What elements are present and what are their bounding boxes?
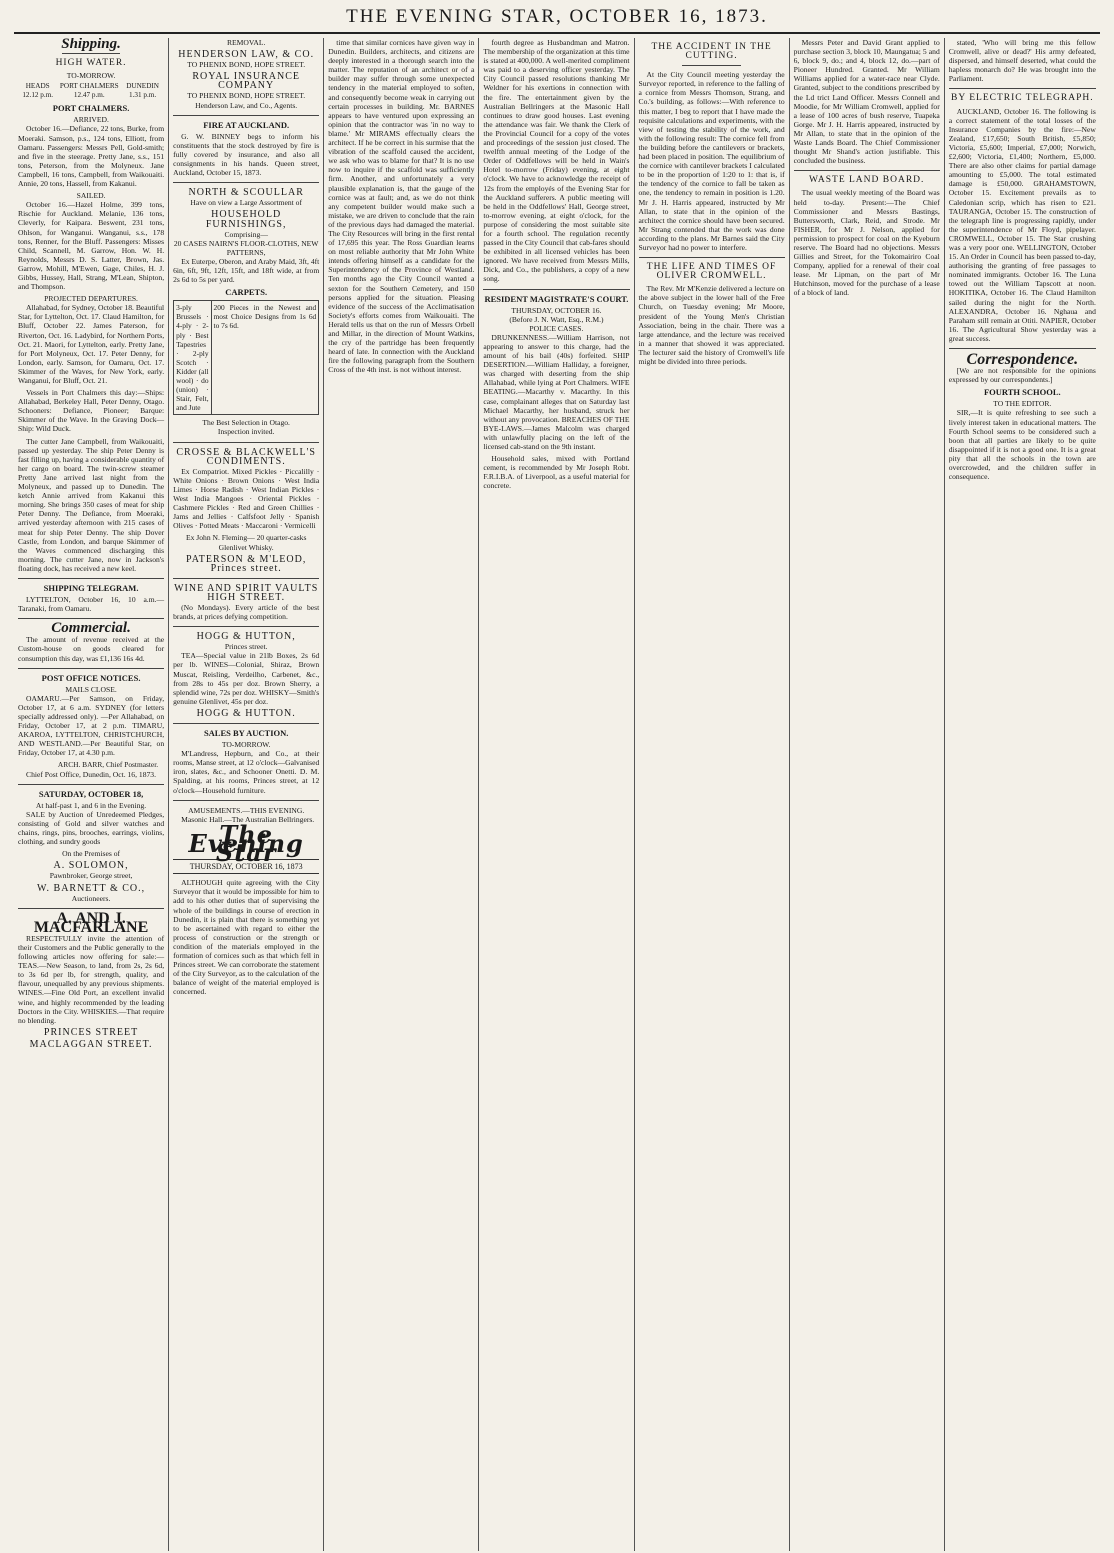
removal: REMOVAL. [226, 38, 266, 47]
correspondence-text: SIR,—It is quite refreshing to see such a lively interest taken in educational matters. The Fourth School seems to be considered such a boon that all parties are likely to be quite disappointed if it is not a good one. It is a great pity that all the schools in the town are overcrowded, and the children suffer in consequence. [948, 408, 1096, 482]
divider [682, 65, 740, 66]
sale-text: SALE by Auction of Unredeemed Pledges, consisting of Gold and silver watches and chains, rings, pins, brooches, earrings, violins, clothing, and sundry goods [18, 809, 165, 847]
crosse-blackwell: CROSSE & BLACKWELL'S CONDIMENTS. [176, 446, 316, 467]
sailed-text: October 16.—Hazel Holme, 399 tons, Rischie for Auckland. Melanie, 136 tons, Cleverly, for Kaipara. Beswent, 231 tons, Ohlson, for Wanganui. Wanganui, s.s., 178 tons, Renner, for the Bluff. Passengers: Misses Child, Scannell, M. Garrow, Hon. W. H. Reynolds, Messrs D. S. Latter, Brown, Jas. Garrow, Mohill, M'Ewen, Gage, Chiles, H. J. Gibbs, Hussey, Hall, Strang, M'Lean, Shipton, and Thompson. [18, 200, 165, 292]
shipping-heading: Shipping. [61, 38, 121, 52]
waste-heading: WASTE LAND BOARD. [808, 175, 925, 186]
divider [173, 182, 319, 183]
column-6 [790, 38, 945, 1551]
tide-chalmers: PORT CHALMERS 12.47 p.m. [59, 82, 119, 100]
tide-table [18, 82, 164, 100]
amusements-text: Masonic Hall.—The Australian Bellringers. [181, 814, 315, 824]
divider [949, 88, 1096, 89]
carpet-right: 200 Pieces in the Newest and most Choice Designs from 1s 6d to 7s 6d. [213, 303, 317, 331]
fire-text: G. W. BINNEY begs to inform his constituents that the stock destroyed by fire is fully covered by insurance, and also all consignments in his hands. Queen street, Auckland, October 15, 1873. [173, 131, 320, 178]
port-heading: PORT CHALMERS. [52, 103, 130, 114]
hogg-sign: HOGG & HUTTON. [196, 707, 296, 719]
inspection: Inspection invited. [217, 427, 275, 437]
divider [483, 289, 629, 290]
telegram-heading: SHIPPING TELEGRAM. [43, 582, 139, 593]
macfarlane-text: RESPECTFULLY invite the attention of their Customers and the Public generally to the following articles now offering for sale:— TEAS.—New Season, to land, from 2s, 2s 6d, to 3s 6d per lb, for strength, quality, and flavour, unequalled by any previous shipments. WINES.—Fine Old Port, an excellent invalid wine, and highly recommended by the leading Doctors in the City. WHISKIES.—That require no blending. [18, 933, 165, 1025]
royal-insurance: ROYAL INSURANCE COMPANY [192, 71, 301, 92]
correspondence-heading: Correspondence. [966, 351, 1079, 368]
ex-ships: Ex Euterpe, Oberon, and Araby Maid, 3ft, 4ft 6in, 6ft, 9ft, 12ft, 15ft, and 18ft wide, at from 2s 6d to 5s per yard. [173, 256, 320, 285]
to-editor: TO THE EDITOR. [993, 399, 1052, 409]
divider [173, 578, 319, 579]
shipping-news: The cutter Jane Campbell, from Waikouaiti, passed up yesterday. The ship Peter Denny is fast filling up, having a considerable quantity of her cargo on board. The twin-screw steamer Pretty Jane arrived last night from the Molyneux, and passed up to Dunedin. The ketch Annie arrived from Kakanui this morning. She brings 350 cases of meat for ship Peter Denny. The Defiance, from Moeraki, arrived yesterday afternoon with 215 cases of meat for ship Peter Denny. The ship Dover Castle, from London, and barque Skimmer of the Waves commenced discharging this morning. The cutter Jane, now in Jackson's floating dock, has received a new keel. [18, 436, 165, 573]
post-date: Chief Post Office, Dunedin, Oct. 16, 1873. [26, 769, 156, 779]
saturday-heading: SATURDAY, OCTOBER 18, [38, 788, 144, 799]
hogg-hutton: HOGG & HUTTON, [196, 631, 296, 643]
masthead: THE EVENING STAR, OCTOBER 16, 1873. [14, 6, 1100, 34]
condiments: Ex Compatriot. Mixed Pickles · Piccalilly · White Onions · Brown Onions · West India Limes · Horse Radish · West Indian Pickles · West India Mangoes · Oriental Pickles · Cashmere Pickles · Red and Green Chillies · Jams and Jellies · Calfsfoot Jelly · Spanish Olives · Potted Meats · Maccaroni · Vermicelli [173, 466, 320, 531]
arrived-text: October 16.—Defiance, 22 tons, Burke, from Moeraki. Samson, p.s., 124 tons, Elliott, from Oamaru. Passengers: Messrs Pell, Gold-smith; and five in the steerage. Pretty Jane, s.s., 151 tons, Peterson, from the Molyneux. Jane Campbell, 16 tons, Campbell, from Waikouaiti. Annie, 20 tons, Hassell, from Kakanui. [18, 124, 165, 189]
divider [173, 800, 319, 801]
commercial-heading: Commercial. [51, 620, 131, 637]
arrived-heading: ARRIVED. [73, 115, 109, 125]
hogg-street: Princes street. [224, 642, 268, 652]
comprising: Comprising— [224, 229, 268, 239]
evening-star-title: The Evening Star [188, 819, 304, 868]
resident-date: THURSDAY, OCTOBER 16. [511, 305, 602, 315]
resident-heading: RESIDENT MAGISTRATE'S COURT. [484, 293, 629, 304]
auctioneers: Auctioneers. [71, 893, 111, 903]
columns [14, 38, 1100, 1551]
hend-line2: TO PHENIX BOND, HOPE STREET. Henderson Law, and Co., Agents. [187, 91, 306, 110]
henderson: HENDERSON LAW, & CO. [178, 49, 315, 61]
saturday-time: At half-past 1, and 6 in the Evening. [35, 800, 147, 810]
divider [173, 626, 319, 627]
divider [173, 115, 319, 116]
divider [62, 53, 120, 54]
column-4-text: fourth degree as Husbandman and Matron. The membership of the organization at this time is stated at 400,000. A well-merited compliment was paid to a deserving officer yesterday. The City Council passed resolutions thanking Mr Weldner for his exertions in connection with the fire. The entertainment given by the Australian Bellringers at the Masonic Hall continues to draw good houses. Last evening the attendance was fair. We thank the Clerk of the Provincial Council for a copy of the votes and proceedings of the session just closed. The twelfth annual meeting of the Lodge of the Order of Oddfellows will be held in Wain's Hotel to-morrow (Friday) evening, at eight o'clock. We have to acknowledge the receipt of 12s from the employés of the Evening Star for the Auckland sufferers. A public meeting will be held in the Oddfellows' Hall, George street, to-morrow evening, at eight o'clock, for the purpose of considering the most suitable site for a fourth school. The regulation recently passed in the City Council that cab-fares should be exhibited in all licensed vehicles has been ignored. We have received from Messrs Mills, Dick, and Co., the publishers, a copy of a new song. [483, 38, 630, 284]
carpets: CARPETS. [225, 287, 268, 298]
amusements: AMUSEMENTS.—THIS EVENING. [188, 805, 305, 815]
wine-text: (No Mondays). Every article of the best brands, at prices defying competition. [173, 602, 320, 622]
divider [173, 723, 319, 724]
waste-text: The usual weekly meeting of the Board was held to-day. Present:—The Chief Commissioner and Messrs Bastings, Buttersworth, Clark, Reid, and Strode. Mr FISHER, for Mr J. Nelson, applied for permission to prospect for coal on the Kyeburn reserve. The Board had no objections. Messrs Gillies and Street, for the Tokomairiro Coal Company, applied for a renewal of their coal lease. Mr Lipman, on the part of Mr Hutchinson, moved for the purchase of a lease of a block of land. [793, 188, 940, 298]
sailed-heading: SAILED. [76, 191, 106, 201]
tomorrow-label: TO-MORROW. [66, 71, 116, 81]
nairn: 20 CASES NAIRN'S FLOOR-CLOTHS, NEW PATTERNS, [173, 238, 319, 257]
accident-text: At the City Council meeting yesterday the Surveyor reported, in reference to the falling of a cornice from Messrs Thomson, Strang, and Co.'s building, as follows:—With reference to this matter, I beg to report that I have made the requisite calculations and experiments, with the view of testing the stability of the work, and with the following result: The cornice fell from the building before the cantilevers or brackets, had been placed in position. The equilibrium of the cornice with cantilever brackets I calculated to be in the proportion of 1:20 to 1: that is, if the tendency of the cornice to fall be taken as one, the tendency to remain in position is 1.20. Mr J. H. Harris appeared, instructed by Mr Allan, to state that in the opinion of the architect the cornice should have been secured. Mr Strang contended that the work was done according to the plans. Mr Barnes said the City Surveyor had no power to interfere. [638, 70, 785, 252]
star-date: THURSDAY, OCTOBER 16, 1873 [173, 859, 319, 874]
maclaggan-street: MACLAGGAN STREET. [29, 1038, 153, 1050]
sales-tomorrow: TO-MORROW. [221, 740, 271, 750]
sales-text: M'Landress, Hepburn, and Co., at their rooms, Manse street, at 12 o'clock—Galvanised iron, slates, &c., and Schooner Onetti. D. M. Spalding, at his rooms, Princes street, at 12 o'clock—Household furniture. [173, 749, 320, 795]
household-text: Household sales, mixed with Portland cement, is recommended by Mr Joseph Robt. F.R.I.B.A. of Liverpool, as a useful material for concrete. [483, 454, 630, 491]
hend-line1: TO PHENIX BOND, HOPE STREET. [187, 60, 306, 70]
premises: On the Premises of [62, 849, 121, 859]
vessels-text: Vessels in Port Chalmers this day:—Ships: Allahabad, Berkeley Hall, Peter Denny, Otago. Schooners: Defiance, Pioneer; Barque: Skimmer of the Wave. In the Graving Dock—Ship: Wild Duck. [18, 388, 165, 434]
divider [173, 442, 319, 443]
telegraph-text: AUCKLAND, October 16. The following is a correct statement of the total losses of the Insurance Companies by the fire:—New Zealand, £17,650; South British, £5,850; Victoria, £5,600; Imperial, £7,000; Norwich, £2,600; Victoria, £1,400; Northern, £5,000. There are also other claims for partial damage amounting to £5,000. The total estimated damage is £50,000. GRAHAMSTOWN, October 15. Excitement prevails as to Caledonian scrip, which has risen to £21. TAURANGA, October 15. The construction of the telegraph line is progressing rapidly, under the superintendence of Mr Floyd, pipelayer. CROMWELL, October 15. The Star crushing was a very poor one. WELLINGTON, October 15. An Order in Council has been passed to-day, authorising the granting of free passages to nominated immigrants. October 16. The Luna towed out the William Tapscott at noon. HOKITIKA, October 16. The Claud Hamilton sailed during the night for the North. ALEXANDRA, October 16. Nghaua and Paraham still remain at Otiti. NAPIER, October 16. The Agricultural Show yesterday was a great success. [948, 106, 1096, 343]
tide-heads: HEADS 12.12 p.m. [22, 82, 54, 100]
life-text: The Rev. Mr M'Kenzie delivered a lecture on the above subject in the lower hall of the Free Church, on Tuesday evening; Mr Moore, president of the Young Men's Christian Association, being in the chair. There was a large attendance, and the lecture was received in a manner that showed it was appreciated. The lecturer said the history of Cromwell's life might be divided into three periods. [638, 284, 785, 366]
column-7-text: stated, 'Who will bring me this fellow Cromwell, alive or dead?' His army defeated, dispersed, and himself deserted, what could the hapless monarch do? He was brought into the Parliament. [948, 38, 1096, 84]
tide-dunedin: DUNEDIN 1.31 p.m. [126, 82, 159, 100]
column-2 [169, 38, 324, 1551]
solomon: A. SOLOMON, [53, 860, 129, 872]
commercial-text: The amount of revenue received at the Custom-house on goods cleared for consumption this day, was £1,136 16s 4d. [18, 635, 165, 663]
telegraph-heading: BY ELECTRIC TELEGRAPH. [951, 93, 1094, 104]
wine-vaults: WINE AND SPIRIT VAULTS HIGH STREET. [174, 582, 319, 603]
column-3-text: time that similar cornices have given way in Dunedin. Builders, architects, and citizens are deeply interested in a thorough search into the matter. The reputation of an architect or of a builder may suffer through some unexpected tendency in the material employed to soften, and consequently become weak in carrying out certain processes in building. Mr. BARNES appears to have ventured upon expressing an opinion that the contractor was 'in no way to blame.' Mr MIRAMS effectually clears the architect. If he be correct in his surmise that the vibration of the scaffold caused the accident, we ask who was to blame for that? It is no use now to inquire if the scaffold was sufficiently firm. Another, and unfortunately a very plausible explanation is, that the gauge of the cornice was at fault; and, as we do not think any competent builder would make such a mistake, we are driven to conclude that the rain of the previous days had damaged the material. The City Resources will bring in the first rental of 17,695 this year. The Ross Guardian learns on most reliable authority that Mr John White intends offering himself as a candidate for the Superintendency of the Province of Westland. Ten months ago the City Council wanted a sexton for the Southern Cemetery, and 150 persons applied for the situation. Pleasing evidence of the success of the Acclimatisation Society's efforts comes from Waikouaiti. The Herald tells us that on the run of Messrs Orbell and Millar, in the direction of Mount Watkins, the cry of the partridge has been frequently heard of late. In connection with the Auckland fire the following paragraph from the Southern Cross of the 4th inst. is not without interest. [328, 38, 475, 375]
household: HOUSEHOLD FURNISHINGS, [205, 209, 287, 230]
postmaster: ARCH. BARR, Chief Postmaster. [57, 760, 159, 770]
divider [18, 784, 164, 785]
divider [18, 618, 164, 619]
fourth-school-heading: FOURTH SCHOOL. [983, 387, 1061, 398]
life-heading: THE LIFE AND TIMES OF OLIVER CROMWELL. [646, 262, 777, 282]
divider [18, 668, 164, 669]
police-heading: POLICE CASES. [529, 323, 584, 333]
projected-text: Allahabad, for Sydney, October 18. Beautiful Star, for Lyttelton, Oct. 17. Claud Hamilton, for Bluff, October 22. James Paterson, for Riverton, Oct. 16. Ladybird, for Northern Ports, Oct. 21. Maori, for Lyttelton, early. Pretty Jane, for Port Molyneux, Oct. 17. Peter Denny, for London, early. Samson, for Oamaru, Oct. 17. Skimmer of the Waves, for New York, early. Wanganui, for Bluff, Oct. 21. [18, 303, 165, 385]
police-text: DRUNKENNESS.—William Harrison, not appearing to answer to this charge, had the amount of his bail (40s) forfeited. SHIP DESERTION.—William Halliday, a foreigner, was charged with deserting from the ship Allahabad, while lying at Port Chalmers. WIFE BEATING.—Macarthy v. Macarthy. In this case, complainant alleges that on Saturday last Michael Macarthy, her husband, struck her without any provocation. BREACHES OF THE BYE-LAWS.—James Malcolm was charged with unlawfully placing on the left of the licensed cab-stand on the 9th instant. [483, 332, 630, 452]
macfarlane-heading: A. AND J. MACFARLANE [33, 909, 149, 936]
fire-heading: FIRE AT AUCKLAND. [203, 119, 290, 130]
correspondence-note: [We are not responsible for the opinions expressed by our correspondents.] [948, 366, 1096, 385]
telegram-text: LYTTELTON, October 16, 10 a.m.—Taranaki, from Oamaru. [18, 595, 165, 614]
best-selection: The Best Selection in Otago. [202, 418, 290, 428]
divider [949, 348, 1096, 349]
carpet-table [173, 300, 319, 415]
barnett: W. BARNETT & CO., [37, 882, 146, 894]
column-5 [635, 38, 790, 1551]
projected-heading: PROJECTED DEPARTURES. [44, 294, 138, 304]
high-water-heading: HIGH WATER. [55, 58, 127, 69]
sales-heading: SALES BY AUCTION. [203, 728, 289, 738]
carpet-left: 3-ply Brussels · 4-ply · 2-ply · Best Tapestries · 2-ply Scotch · Kidder (all wool) · do (union) · Stair, Felt, and Jute [174, 301, 211, 414]
divider [18, 578, 164, 579]
editorial: ALTHOUGH quite agreeing with the City Surveyor that it would be impossible for him to add to his other duties that of supervising the whole of the buildings in course of erection in Dunedin, it is plain that there is something yet to be ascertained with regard to either the process of construction or the strength or condition of the materials employed in the formation of cornices such as that which fell in Princes street. We can corroborate the statement of the City Surveyor, as to the calculation of the balance of weight of the material employed is concerned. [173, 878, 320, 997]
accident-heading: THE ACCIDENT IN THE CUTTING. [651, 42, 772, 62]
column-7 [945, 38, 1100, 1551]
mails-close: MAILS CLOSE. [65, 684, 117, 694]
column-4 [479, 38, 634, 1551]
column-6-text: Messrs Peter and David Grant applied to purchase section 3, block 10, Maungatua; 5 and 6, block 9, do.; and 4, block 12, do.—part of Pioneer Hundred. Granted. Mr William Williams applied for a water-race near Clyde. Granted, subject to the conditions prescribed by the Ld trict Land Officer. Messrs Connell and Moodie, for Mr William Cromwell, applied for a lease of 100 acres of bush reserve, Tuapeka Gorge. Mr J. H. Harris appeared, instructed by Mr Allan, to state that in the opinion of the Waste Lands Board. The Chief Commissioner thought Mr Shand's action justifiable. This concluded the business. [793, 38, 940, 166]
paterson: PATERSON & M'LEOD, Princes street. [186, 553, 307, 574]
column-3 [324, 38, 479, 1551]
hogg-text: TEA—Special value in 21lb Boxes, 2s 6d per lb. WINES—Colonial, Shiraz, Brown Muscat, Reisling, Verdeilho, Carbenet, &c., from 28s to 45s per doz. Brown Sherry, a splendid wine, 72s per doz. WHISKY—Smith's genuine Glenlivet, 45s per doz. [173, 651, 320, 706]
post-text: OAMARU.—Per Samson, on Friday, October 17, at 6 a.m. SYDNEY (for letters specially addressed only). —Per Allahabad, on Friday, October 17, at 2 p.m. TIMARU, AKAROA, LYTTELTON, CHRISTCHURCH, AND WESTLAND.—Per Beautiful Star, on Friday, October 17, at 4.30 p.m. [18, 693, 165, 758]
north-text: Have on view a Large Assortment of [190, 198, 302, 208]
column-1 [14, 38, 169, 1551]
divider [794, 170, 940, 171]
north-scoullar: NORTH & SCOULLAR [188, 187, 304, 199]
divider [639, 257, 785, 258]
princes-street: PRINCES STREET [43, 1026, 139, 1038]
also: Ex John N. Fleming— 20 quarter-casks Glenlivet Whisky. [185, 533, 307, 552]
resident-before: (Before J. N. Watt, Esq., R.M.) [509, 314, 604, 324]
solomon-line: Pawnbroker, George street, [49, 871, 133, 881]
divider [18, 908, 164, 909]
post-heading: POST OFFICE NOTICES. [41, 672, 141, 683]
